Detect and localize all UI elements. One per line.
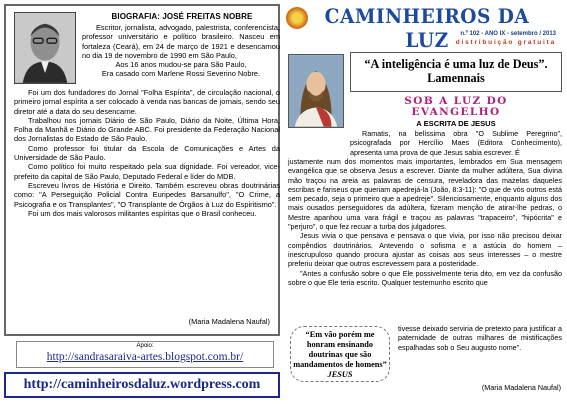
issue-info: n.º 102 - ANO IX - setembro / 2013 — [460, 31, 556, 37]
article-title: A ESCRITA DE JESUS — [416, 119, 496, 128]
article-paragraph: justamente num dos momentos mais importantes, lembrados em Sua mensagem evangélica que se observa Jesus a escrever. Diante da mulher adúltera, Sua divina mão traçou na areia as palavras de censura, reveladora das mazelas daqueles escribas e fariseus que queriam apedrejá-la (João, 8:3-11): "O que de vós outros está sem pecado, seja o primeiro que a apedreje". Silenciosamente, enquanto alguns dos mais ousados perseguidores da adúltera, fizeram menção de atirar-lhe pedras, o Mestre apanhou uma vara frágil e traçou as palavras "trapaceiro", "hipócrita" e "perjuro", o que fez recuar a turba dos julgadores. — [288, 157, 562, 232]
publication-title: CAMINHEIROS DA LUZ — [324, 4, 530, 52]
masthead — [286, 4, 563, 50]
author-portrait-photo — [14, 12, 76, 84]
distribution-note: distribuição gratuita — [455, 39, 556, 46]
bio-paragraph: Foi um dos mais valorosos militantes espíritas que o Brasil conheceu. — [28, 208, 257, 218]
article-paragraph: Jesus vivia o que pensava e pensava o que vivia, por isso não precisou deixar compêndios doutrinários. Antevendo o sofisma e a astúcia do homem – inescrupuloso quando procura ajustar as coisas aos seus interesses – o mestre preferiu deixar que outros escrevessem para a posteridade. — [288, 231, 562, 269]
bio-intro-paragraph: Escritor, jornalista, advogado, palestrista, conferencista, professor universitário e político brasileiro. Nasceu em fortaleza (Ceará), em 24 de março de 1921 e desencarnou no dia 19 de novembro de 1990 em São Paulo, — [82, 23, 280, 60]
bio-paragraph: Escreveu livros de História e Direito. Também escreveu obras doutrinárias como: "A Perseguição Policial Contra Euripedes Barsanulfo", "O Crime, a Psicografia e os Transplantes", "O Transplante de Órgãos à Luz do Espiritismo". — [14, 180, 280, 209]
bio-paragraph: Como professor foi titular da Escola de Comunicações e Artes da Universidade de São Paulo. — [14, 143, 280, 163]
biography-author: (Maria Madalena Naufal) — [188, 317, 270, 326]
biography-body — [14, 88, 280, 218]
support-link[interactable]: http://sandrasaraiva-artes.blogspot.com.br/ — [46, 351, 244, 363]
quote-box: “A inteligência é uma luz de Deus”. Lamennais — [350, 52, 562, 92]
bio-intro-paragraph: Aos 16 anos mudou-se para São Paulo, — [115, 60, 247, 70]
portrait-illustration — [15, 13, 75, 83]
article-tail: tivesse deixado serviria de pretexto para justificar a paternidade de outras milhares de mistificações espalhadas sob o Seu augusto nome". — [398, 324, 562, 352]
site-link[interactable]: http://caminheirosdaluz.wordpress.com — [4, 372, 280, 398]
section-heading-line: EVANGELHO — [411, 106, 501, 118]
jesus-portrait-image — [288, 54, 344, 128]
bio-intro-paragraph: Era casado com Marlene Rossi Severino Nobre. — [101, 69, 261, 79]
callout-signature: JESUS — [327, 370, 353, 379]
bio-paragraph: Como político foi muito respeitado pela sua dignidade. Foi vereador, vice-prefeito da capital de São Paulo, Deputado Federal e líder do MDB. — [14, 162, 280, 181]
biography-title: BIOGRAFIA: JOSÉ FREITAS NOBRE — [111, 12, 253, 21]
article-paragraph: Ramatis, na belíssima obra "O Sublime Peregrino", psicografada por Hercílio Maes (Editora Conhecimento), apresenta uma prova de que Jesus sabia escrever. É — [350, 129, 562, 157]
section-heading-line: SOB A LUZ DO — [404, 95, 508, 107]
article-lead — [350, 129, 562, 157]
callout-text: “Em vão porém me honram ensinando doutrinas que são mandamentos de homens” — [293, 330, 387, 369]
section-heading — [350, 96, 562, 118]
scripture-callout — [290, 326, 390, 382]
bio-paragraph: Foi um dos fundadores do Jornal "Folha Espírita", de circulação nacional, o primeiro jornal espírita a ser colocado à venda nas bancas de jornais, sendo seu diretor até a data do seu desencarne. — [14, 88, 280, 116]
support-banner — [16, 341, 274, 368]
article-body — [288, 157, 562, 287]
biography-panel — [4, 4, 280, 336]
biography-intro — [82, 23, 280, 79]
support-label: Apoio: — [136, 343, 154, 349]
article-paragraph: "Antes a confusão sobre o que Ele possivelmente teria dito, em vez da confusão sobre o que Ele teria escrito. Qualquer testemunho escrito que — [288, 268, 562, 287]
article-author: (Maria Madalena Naufal) — [481, 383, 561, 392]
bio-paragraph: Trabalhou nos jornais Diário de São Paulo, Diário da Noite, Última Hora, Folha da Manhã e Diário do Grande ABC. Foi presidente da Federação Nacional dos Jornalistas do Estado de São Paulo. — [14, 115, 280, 144]
jesus-illustration — [289, 55, 343, 127]
